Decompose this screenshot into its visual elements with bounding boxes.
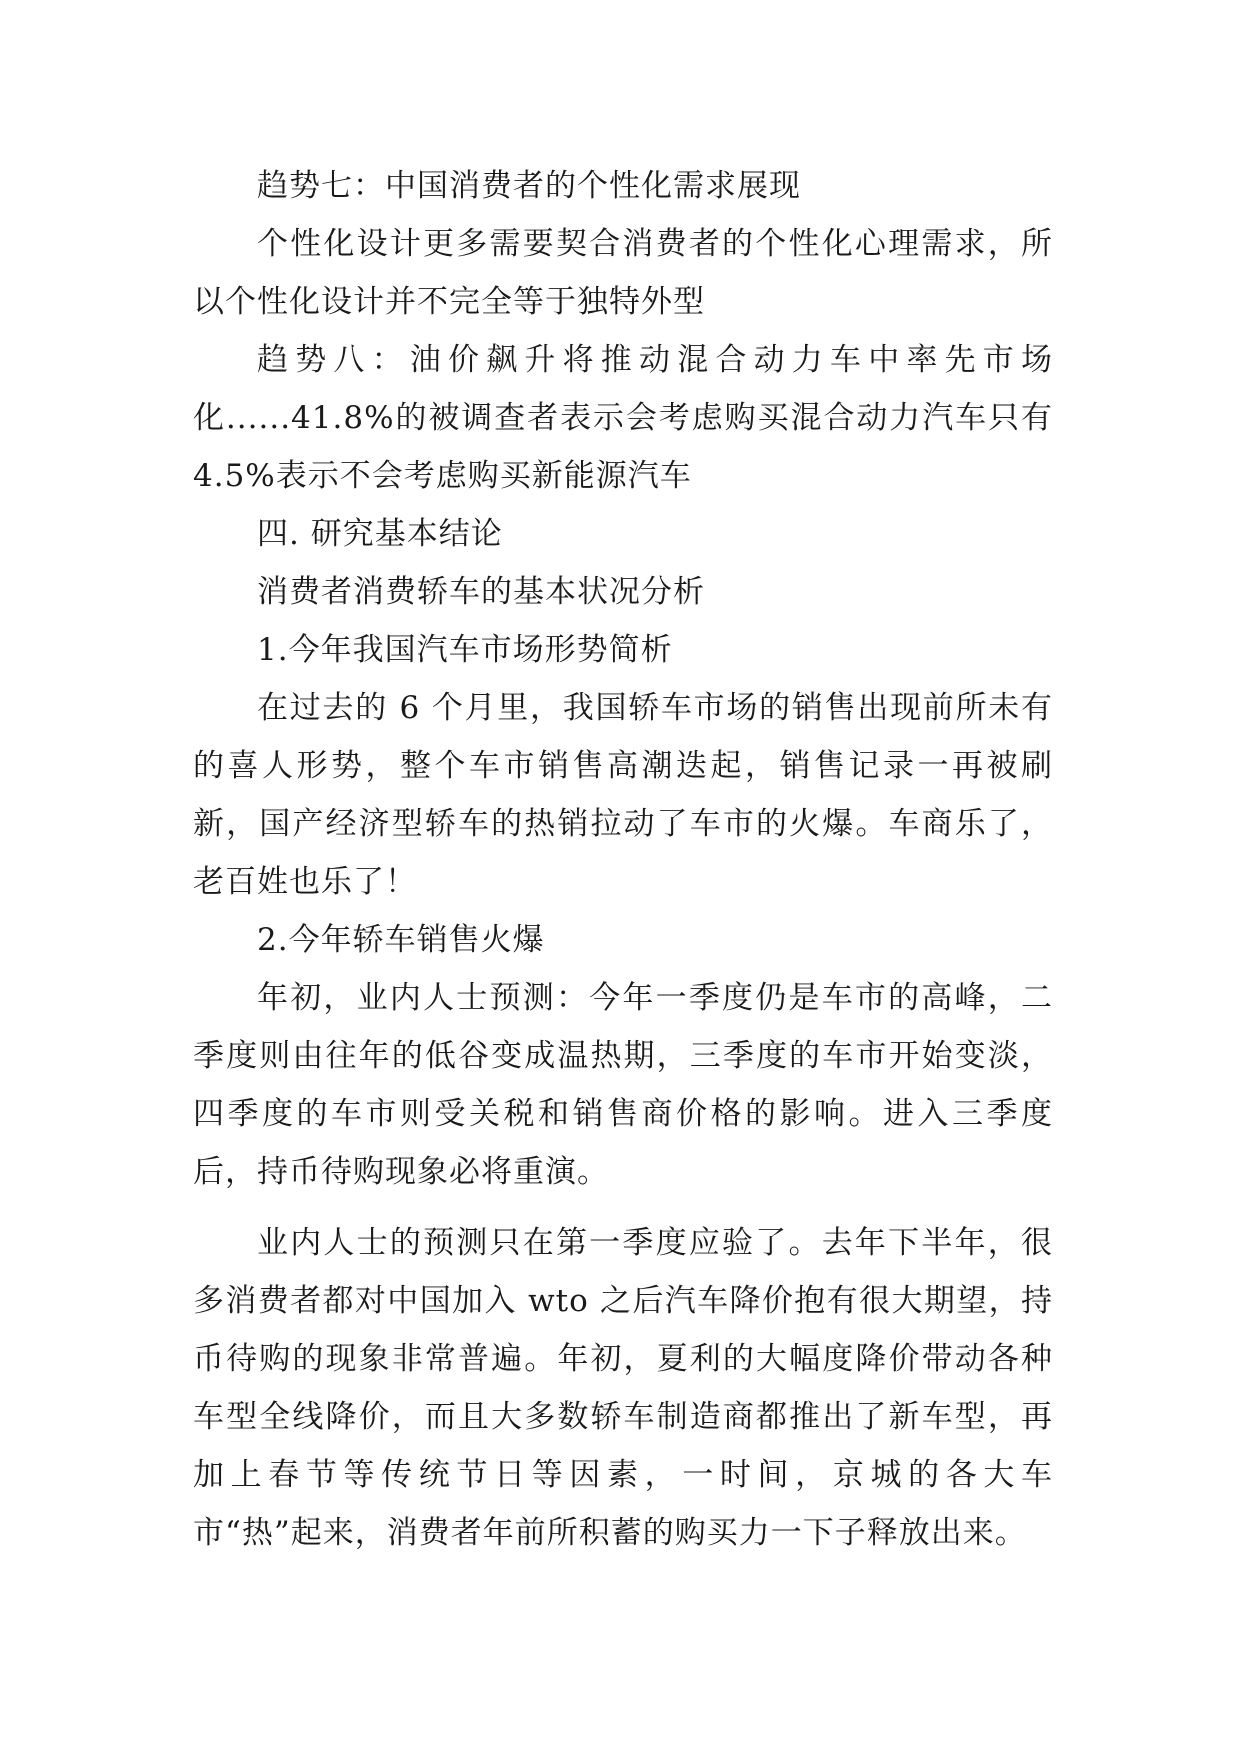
paragraph-past-six-months: 在过去的 6 个月里，我国轿车市场的销售出现前所未有的喜人形势，整个车市销售高潮迭起，销售记录一再被刷新，国产经济型轿车的热销拉动了车市的火爆。车商乐了，老百姓也乐了！ <box>193 690 1053 900</box>
section-four-heading: 四. 研究基本结论 <box>257 516 503 552</box>
subheading-market-analysis: 1.今年我国汽车市场形势简析 <box>257 632 673 668</box>
trend-eight-paragraph: 趋势八：油价飙升将推动混合动力车中率先市场化......41.8%的被调查者表示会考虑购买混合动力汽车只有 4.5%表示不会考虑购买新能源汽车 <box>193 342 1053 494</box>
trend-seven-heading: 趋势七：中国消费者的个性化需求展现 <box>257 168 801 204</box>
document-body <box>193 157 1053 1562</box>
paragraph-forecast-result: 业内人士的预测只在第一季度应验了。去年下半年，很多消费者都对中国加入 wto 之后汽车降价抱有很大期望，持币待购的现象非常普遍。年初，夏利的大幅度降价带动各种车型全线降价，而且大多数轿车制造商都推出了新车型，再加上春节等传统节日等因素，一时间，京城的各大车市“热”起来，消费者年前所积蓄的购买力一下子释放出来。 <box>193 1225 1053 1551</box>
paragraph-industry-forecast: 年初，业内人士预测：今年一季度仍是车市的高峰，二季度则由往年的低谷变成温热期，三季度的车市开始变淡，四季度的车市则受关税和销售商价格的影响。进入三季度后，持币待购现象必将重演。 <box>193 980 1053 1190</box>
subheading-basic-analysis: 消费者消费轿车的基本状况分析 <box>257 574 705 610</box>
paragraph-personalized-design: 个性化设计更多需要契合消费者的个性化心理需求，所以个性化设计并不完全等于独特外型 <box>193 226 1053 320</box>
subheading-sales-boom: 2.今年轿车销售火爆 <box>257 922 545 958</box>
